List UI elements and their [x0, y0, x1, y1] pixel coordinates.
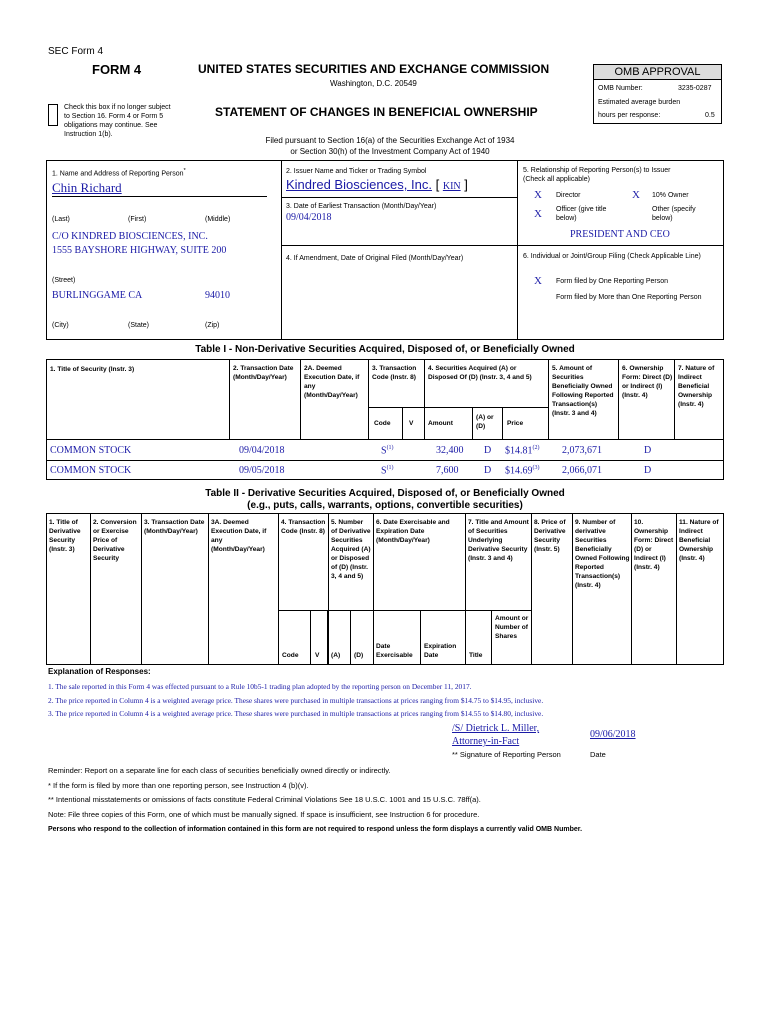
t2-h1: 1. Title of Derivative Security (Instr. 3)	[49, 519, 81, 553]
state-label: (State)	[128, 322, 150, 329]
omb-hours-value: 0.5	[705, 112, 715, 119]
t2-h8: 8. Price of Derivative Security (Instr. 5)	[534, 519, 566, 553]
t1-row1-code: $S^{(1)}$	[381, 445, 394, 457]
issuer-ticker[interactable]: KIN	[442, 181, 461, 192]
t1-row1-price: $14.81$^{(2)}$	[505, 445, 540, 457]
t2-h3a: 3A. Deemed Execution Date, if any (Month/Day/Year)	[211, 519, 267, 553]
last-label: (Last)	[52, 216, 70, 223]
t1-amount: Amount	[428, 420, 453, 427]
earliest-transaction-date: 09/04/2018	[286, 212, 332, 223]
t1-row2-amount: 7,600	[436, 465, 459, 476]
box5-label: 5. Relationship of Reporting Person(s) to Issuer (Check all applicable)	[523, 167, 671, 183]
box1-label: 1. Name and Address of Reporting Person*	[52, 168, 186, 178]
form-title: FORM 4	[92, 62, 142, 77]
t1-h2: 2. Transaction Date (Month/Day/Year)	[233, 365, 294, 381]
one-person-label: Form filed by One Reporting Person	[556, 278, 669, 285]
reporting-address: C/O KINDRED BIOSCIENCES, INC. 1555 BAYSHORE HIGHWAY, SUITE 200	[52, 231, 227, 256]
t2-code: Code	[282, 652, 299, 659]
t1-row2-form: D	[644, 465, 652, 476]
t1-h5: 5. Amount of Securities Beneficially Owned Following Reported Transaction(s) (Instr. 3 and 4)	[552, 365, 614, 417]
t2-h4: 4. Transaction Code (Instr. 8)	[281, 519, 326, 535]
t2-a: (A)	[331, 652, 341, 659]
director-check[interactable]: X	[534, 189, 542, 201]
sec-form-label: SEC Form 4	[48, 46, 104, 57]
ten-pct-label: 10% Owner	[652, 192, 689, 199]
ten-pct-check[interactable]: X	[632, 189, 640, 201]
zip-label: (Zip)	[205, 322, 220, 329]
t2-h5: 5. Number of Derivative Securities Acquired (A) or Disposed of (D) (Instr. 3, 4 and 5)	[331, 519, 371, 580]
t1-code: Code	[374, 420, 391, 427]
t1-row1-title: COMMON STOCK	[50, 445, 132, 456]
date-label: Date	[590, 750, 606, 759]
reporting-city: BURLINGGAME CA	[52, 290, 143, 301]
t2-h6: 6. Date Exercisable and Expiration Date (Month/Day/Year)	[376, 519, 450, 544]
t1-row2-ad: D	[484, 465, 492, 476]
box4-label: 4. If Amendment, Date of Original Filed (Month/Day/Year)	[286, 255, 464, 262]
omb-notice: Persons who respond to the collection of information contained in this form are not required to respond unless the form displays a currently valid OMB Number.	[48, 825, 583, 833]
table1-title: Table I - Non-Derivative Securities Acquired, Disposed of, or Beneficially Owned	[195, 344, 575, 355]
more-person-label: Form filed by More than One Reporting Person	[556, 294, 702, 301]
filed-pursuant: Filed pursuant to Section 16(a) of the Securities Exchange Act of 1934 or Section 30(h) of the Investment Company Act of 1940	[265, 136, 515, 156]
middle-label: (Middle)	[205, 216, 231, 223]
statement-title: STATEMENT OF CHANGES IN BENEFICIAL OWNERSHIP	[215, 105, 538, 119]
t2-date-exercisable: Date Exercisable	[376, 643, 413, 659]
t1-v: V	[409, 420, 414, 427]
street-label: (Street)	[52, 277, 76, 284]
t1-row1-amount: 32,400	[436, 445, 464, 456]
t1-h3: 3. Transaction Code (Instr. 8)	[372, 365, 417, 381]
t2-title: Title	[469, 652, 483, 659]
t1-row1-ad: D	[484, 445, 492, 456]
t2-h7: 7. Title and Amount of Securities Underlying Derivative Security (Instr. 3 and 4)	[468, 519, 529, 562]
officer-check[interactable]: X	[534, 208, 542, 220]
t1-h4: 4. Securities Acquired (A) or Disposed Of (D) (Instr. 3, 4 and 5)	[428, 365, 532, 381]
t1-row1-date: 09/04/2018	[239, 445, 285, 456]
t2-h9: 9. Number of derivative Securities Beneficially Owned Following Reported Transaction(s) (Instr. 4)	[575, 519, 630, 589]
t2-d: (D)	[354, 652, 364, 659]
t1-row2-price: $14.69$^{(3)}$	[505, 465, 540, 477]
one-person-check[interactable]: X	[534, 275, 542, 287]
t1-row1-form: D	[644, 445, 652, 456]
director-label: Director	[556, 192, 581, 199]
omb-number-value: 3235-0287	[678, 85, 712, 92]
checkbox-instructions: Check this box if no longer subject to Section 16. Form 4 or Form 5 obligations may continue. See Instruction 1(b).	[64, 104, 171, 138]
t1-row2-date: 09/05/2018	[239, 465, 285, 476]
t1-row2-title: COMMON STOCK	[50, 465, 132, 476]
t1-h6: 6. Ownership Form: Direct (D) or Indirect (I) (Instr. 4)	[622, 365, 673, 399]
t1-row2-owned: 2,066,071	[562, 465, 602, 476]
t1-row1-owned: 2,073,671	[562, 445, 602, 456]
t1-price: Price	[507, 420, 524, 427]
table2-title: Table II - Derivative Securities Acquired, Disposed of, or Beneficially Owned (e.g., puts, calls, warrants, options, convertible securities)	[205, 488, 565, 511]
city-label: (City)	[52, 322, 69, 329]
commission-city: Washington, D.C. 20549	[330, 79, 417, 88]
explanation-notes: 1. The sale reported in this Form 4 was effected pursuant to a Rule 10b5-1 trading plan adopted by the reporting person on December 11, 2017. 2. The price reported in Column 4 is a weighted average price. These shares were purchased in multiple transactions at prices ranging from $14.75 to $14.95, inclusive. 3. The price reported in Column 4 is a weighted average price. These shares were purchased in multiple transactions at prices ranging from $14.55 to $14.80, inclusive.	[48, 682, 544, 718]
t2-v: V	[315, 652, 320, 659]
t1-h2a: 2A. Deemed Execution Date, if any (Month/Day/Year)	[304, 365, 360, 399]
t2-expiration: Expiration Date	[424, 643, 457, 659]
signature-label: ** Signature of Reporting Person	[452, 750, 561, 759]
box2-label: 2. Issuer Name and Ticker or Trading Symbol	[286, 168, 427, 175]
box6-label: 6. Individual or Joint/Group Filing (Check Applicable Line)	[523, 253, 701, 260]
t1-h7: 7. Nature of Indirect Beneficial Ownership (Instr. 4)	[678, 365, 715, 408]
reporting-person-name[interactable]: Chin Richard	[52, 180, 122, 195]
reporting-zip: 94010	[205, 290, 230, 301]
omb-title: OMB APPROVAL	[594, 65, 721, 80]
signature-name: /S/ Dietrick L. Miller, Attorney-in-Fact	[452, 723, 540, 747]
t2-h10: 10. Ownership Form: Direct (D) or Indirect (I) (Instr. 4)	[634, 519, 674, 571]
commission-title: UNITED STATES SECURITIES AND EXCHANGE COMMISSION	[198, 62, 550, 76]
footer-notes: Reminder: Report on a separate line for each class of securities beneficially owned directly or indirectly. * If the form is filed by more than one reporting person, see Instruction 4 (b)(v). ** Intentional misstatements or omissions of facts constitute Federal Criminal Violations See 18 U.S.C. 1001 and 15 U.S.C. 78ff(a). Note: File three copies of this Form, one of which must be manually signed. If space is insufficient, see Instruction 6 for procedure. Persons who respond to the collection of information contained in this form are not required to respond unless the form displays a currently valid OMB Number.	[48, 764, 728, 838]
issuer-line: Kindred Biosciences, Inc. [ KIN ]	[286, 177, 468, 192]
t2-amount-shares: Amount or Number of Shares	[495, 615, 529, 640]
t2-h11: 11. Nature of Indirect Beneficial Ownership (Instr. 4)	[679, 519, 719, 562]
t1-h1: 1. Title of Security (Instr. 3)	[50, 366, 135, 373]
t1-row2-code: $S^{(1)}$	[381, 465, 394, 477]
omb-burden-label: Estimated average burden	[598, 99, 681, 106]
first-label: (First)	[128, 216, 147, 223]
signature-date: 09/06/2018	[590, 729, 636, 740]
issuer-name[interactable]: Kindred Biosciences, Inc.	[286, 177, 432, 192]
t2-h3: 3. Transaction Date (Month/Day/Year)	[144, 519, 205, 535]
officer-label: Officer (give title below)	[556, 206, 607, 222]
t2-h2: 2. Conversion or Exercise Price of Derivative Security	[93, 519, 137, 562]
box3-label: 3. Date of Earliest Transaction (Month/Day/Year)	[286, 203, 437, 210]
t1-aord: (A) or (D)	[476, 414, 494, 430]
omb-number-label: OMB Number:	[598, 85, 643, 92]
other-label: Other (specify below)	[652, 206, 696, 222]
omb-hours-label: hours per response:	[598, 112, 661, 119]
explanation-label: Explanation of Responses:	[48, 667, 151, 676]
no-longer-subject-checkbox[interactable]	[48, 104, 58, 126]
officer-title: PRESIDENT AND CEO	[570, 229, 670, 240]
